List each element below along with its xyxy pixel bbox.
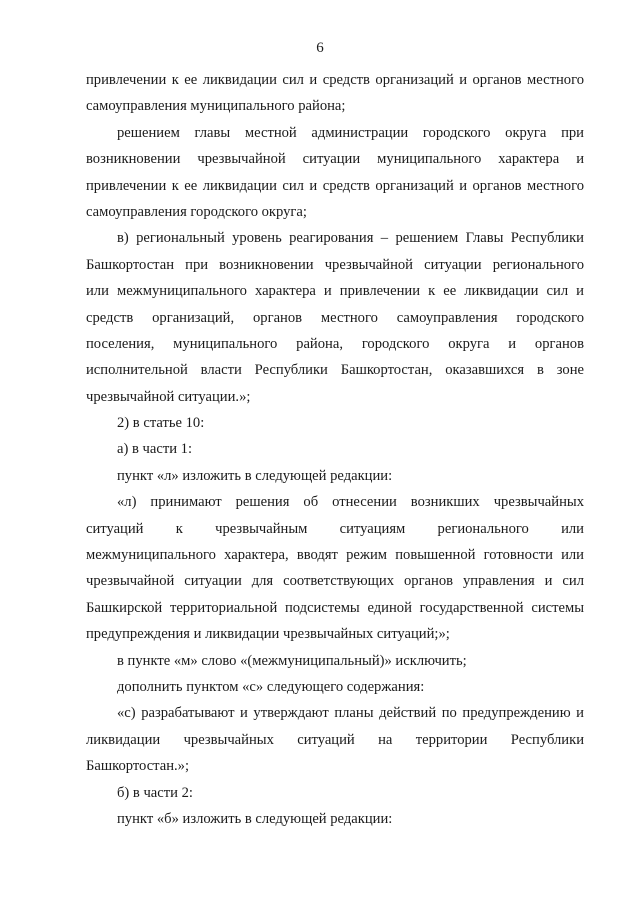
- text-line: 2) в статье 10:: [117, 415, 205, 432]
- text-line: чрезвычайной ситуации.»;: [86, 388, 251, 405]
- text-line: пункт «л» изложить в следующей редакции:: [117, 467, 393, 484]
- text-line: дополнить пунктом «с» следующего содержания:: [117, 678, 425, 695]
- text-line: «с) разрабатывают и утверждают планы действий по предупреждению и: [117, 705, 584, 722]
- text-line: предупреждения и ликвидации чрезвычайных ситуаций;»;: [86, 626, 450, 643]
- text-line: ситуаций к чрезвычайным ситуациям регионального или: [86, 520, 584, 537]
- text-line: самоуправления муниципального района;: [86, 98, 346, 115]
- text-line: «л) принимают решения об отнесении возникших чрезвычайных: [117, 494, 584, 511]
- text-line: пункт «б» изложить в следующей редакции:: [117, 810, 393, 827]
- text-line: поселения, муниципального района, городского округа и органов: [86, 335, 584, 352]
- text-line: привлечении к ее ликвидации сил и средств организаций и органов местного: [86, 177, 584, 194]
- text-line: б) в части 2:: [117, 784, 193, 801]
- text-line: Башкортостан.»;: [86, 758, 190, 775]
- text-line: а) в части 1:: [117, 441, 193, 458]
- text-line: в) региональный уровень реагирования – решением Главы Республики: [117, 230, 584, 247]
- text-line: Башкирской территориальной подсистемы единой государственной системы: [86, 599, 584, 616]
- document-body: [86, 67, 584, 832]
- text-line: в пункте «м» слово «(межмуниципальный)» исключить;: [117, 652, 467, 669]
- text-line: ликвидации чрезвычайных ситуаций на территории Республики: [86, 731, 584, 748]
- text-line: межмуниципального характера, вводят режим повышенной готовности или: [86, 547, 584, 564]
- text-line: или межмуниципального характера и привлечении к ее ликвидации сил и: [86, 283, 584, 300]
- text-line: возникновении чрезвычайной ситуации муниципального характера и: [86, 151, 584, 168]
- text-line: самоуправления городского округа;: [86, 203, 307, 220]
- text-line: Башкортостан при возникновении чрезвычайной ситуации регионального: [86, 256, 584, 273]
- text-line: чрезвычайной ситуации для соответствующих органов управления и сил: [86, 573, 584, 590]
- text-line: решением главы местной администрации городского округа при: [117, 124, 584, 141]
- text-line: средств организаций, органов местного самоуправления городского: [86, 309, 584, 326]
- text-line: исполнительной власти Республики Башкортостан, оказавшихся в зоне: [86, 362, 584, 379]
- text-line: привлечении к ее ликвидации сил и средств организаций и органов местного: [86, 72, 584, 88]
- page-number: 6: [316, 40, 324, 56]
